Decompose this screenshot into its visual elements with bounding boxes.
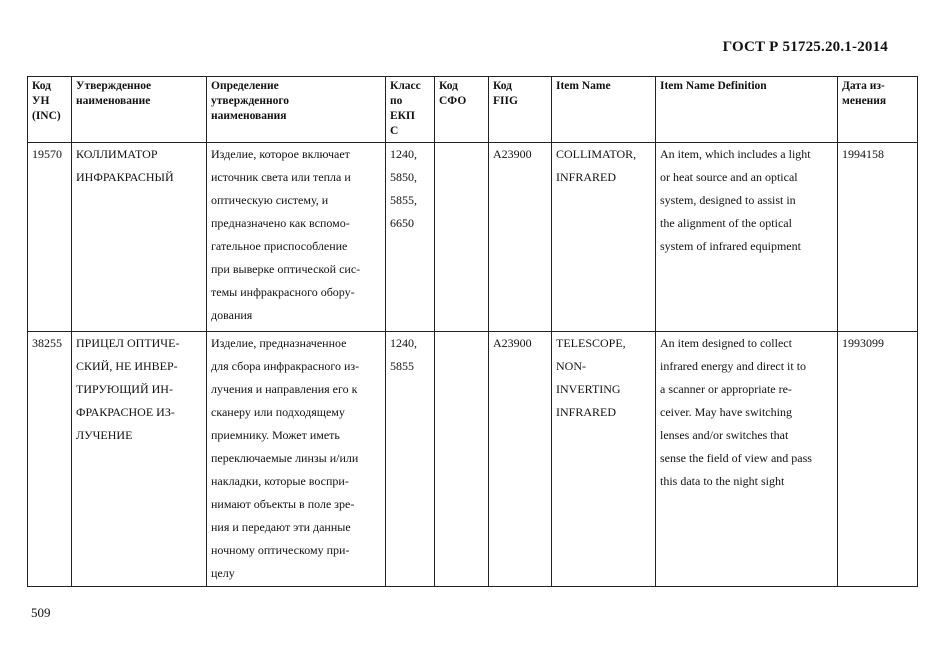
- page-number: 509: [31, 605, 51, 620]
- sfo-code-cell: [435, 143, 489, 332]
- header-fiig-code: Код FIIG: [489, 77, 552, 143]
- item-name-definition-cell: An item, which includes a light or heat source and an optical system, designed to assist in the alignment of the optical system of infrared equipment: [656, 143, 838, 332]
- inc-code-cell: 38255: [28, 332, 72, 587]
- header-sfo-code: Код СФО: [435, 77, 489, 143]
- item-name-cell: COLLIMATOR, INFRARED: [552, 143, 656, 332]
- fiig-code-cell: A23900: [489, 332, 552, 587]
- header-name-definition: Определение утвержденного наименования: [207, 77, 386, 143]
- ekps-class-cell: 1240, 5855: [386, 332, 435, 587]
- item-name-definition-cell: An item designed to collect infrared energy and direct it to a scanner or appropriate re- ceiver. May have switching lenses and/or switches that sense the field of view and pass this data to the night sight: [656, 332, 838, 587]
- header-approved-name: Утвержденное наименование: [72, 77, 207, 143]
- header-ekps-class: Класс по ЕКП С: [386, 77, 435, 143]
- name-definition-cell: Изделие, предназначенное для сбора инфракрасного из- лучения и направления его к сканеру или подходящему приемнику. Может иметь переключаемые линзы и/или накладки, которые воспри- нимают объекты в поле зре- ния и передают эти данные ночному оптическому при- целу: [207, 332, 386, 587]
- approved-name-cell: КОЛЛИМАТОР ИНФРАКРАСНЫЙ: [72, 143, 207, 332]
- ekps-class-cell: 1240, 5850, 5855, 6650: [386, 143, 435, 332]
- change-date-cell: 1994158: [838, 143, 918, 332]
- table-row: [28, 143, 918, 332]
- table-row: [28, 332, 918, 587]
- header-item-name: Item Name: [552, 77, 656, 143]
- sfo-code-cell: [435, 332, 489, 587]
- inc-code-cell: 19570: [28, 143, 72, 332]
- approved-name-cell: ПРИЦЕЛ ОПТИЧЕ- СКИЙ, НЕ ИНВЕР- ТИРУЮЩИЙ ИН- ФРАКРАСНОЕ ИЗ- ЛУЧЕНИЕ: [72, 332, 207, 587]
- standard-code: ГОСТ Р 51725.20.1-2014: [722, 39, 888, 55]
- change-date-cell: 1993099: [838, 332, 918, 587]
- item-name-cell: TELESCOPE, NON- INVERTING INFRARED: [552, 332, 656, 587]
- nomenclature-table: [27, 76, 918, 587]
- header-inc-code: Код УН (INC): [28, 77, 72, 143]
- fiig-code-cell: A23900: [489, 143, 552, 332]
- name-definition-cell: Изделие, которое включает источник света или тепла и оптическую систему, и предназначено как вспомо- гательное приспособление при выверке оптической сис- темы инфракрасного обору- дования: [207, 143, 386, 332]
- header-change-date: Дата из- менения: [838, 77, 918, 143]
- table-header-row: [28, 77, 918, 143]
- header-item-name-definition: Item Name Definition: [656, 77, 838, 143]
